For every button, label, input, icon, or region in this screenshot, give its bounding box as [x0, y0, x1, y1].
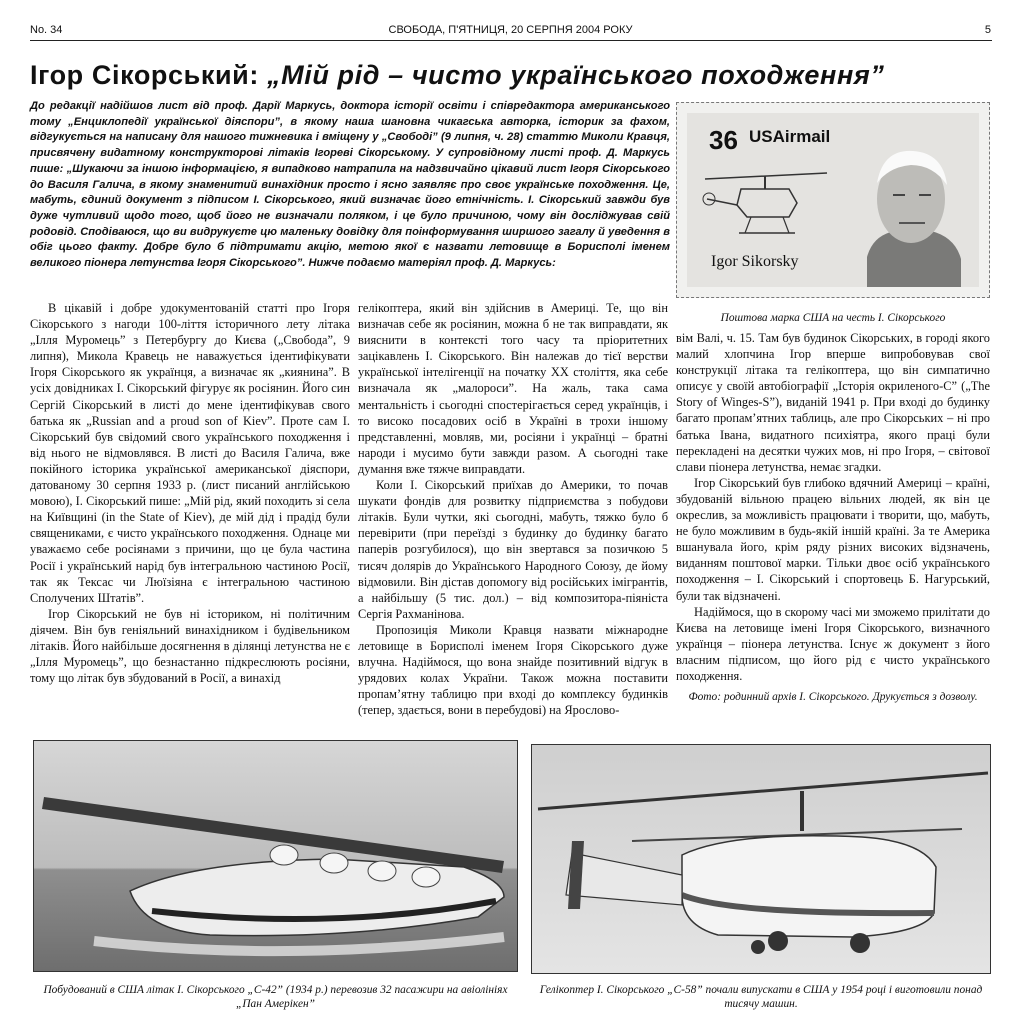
- stamp-portrait: [833, 139, 979, 287]
- col1-paragraph-1: В цікавій і добре удокументованій статті про Ігоря Сікорського з нагоди 100-ліття історичного лету літака „Ілля Муромець” з Петербургу до Києва („Свобода”, 9 липня), Микола Кравець не наважується ідентифікувати Ігоря Сікорського як українця, а визначає як „киянина”. В усіх довідниках І. Сікорський фігурує як росіянин. Його син Сергій Сікорський в листі до мене ідентифікував свого батька як „Russian and a proud son of Kiev”. Проте сам І. Сікорський був свідомий свого українського походження і від нього не відмовлявся. В листі до Василя Галича, вже покійного історика української американської діяспори, датованому 30 серпня 1933 р. (лист писаний англійською мовою), І. Сікорський пише: „Мій рід, який походить зі села на Київщині (in the State of Kiev), де мій дід і прадід були священиками, є чисто українського походження. Однаце ми уважаємо себе росіянами з причини, що це була частина Росії і український нарід був інтегральною частиною Росії, так як Тексас чи Люїзіяна є інтегральною частиною Сполучених Штатів”.: [30, 301, 350, 605]
- helicopter-drawing: [532, 745, 991, 974]
- title-quote: „Мій рід – чисто українського походження”: [267, 60, 885, 90]
- col2-paragraph-1: гелікоптера, який він здійснив в Америці. Те, що він визначав себе як росіянин, можна б не так виправдати, як вияснити в контексті того часу та пріоритетних зацікавлень І. Сікорського. Він належав до тієї верстви української інтелігенції на початку XX століття, яка себе визначала як „малороси”. На жаль, така сама ментальність і сьогодні спостерігається серед українців, і то високо посадових осіб в Україні в трохи іншому представленні, мовляв, ми, росіяни і українці – братні народи і мусимо бути завжди разом. А сьогодні таке думання вже тяжче виправдати.: [358, 301, 668, 476]
- photo-s42-flying-boat: [33, 740, 518, 972]
- flying-boat-drawing: [34, 741, 518, 972]
- photo-s58-helicopter: [531, 744, 991, 974]
- left-photo-caption: Побудований в США літак І. Сікорського „С-42” (1934 р.) перевозив 32 пасажири на авіолініях „Пан Амерікен”: [43, 984, 508, 1010]
- right-photo-caption: Гелікоптер І. Сікорського „С-58” почали випускати в США у 1954 році і виготовили понад тисячу машин.: [539, 984, 983, 1010]
- header-rule: [30, 40, 992, 41]
- column-2: [358, 300, 668, 718]
- column-1: [30, 300, 350, 686]
- stamp-helicopter-drawing: [701, 159, 831, 249]
- postage-stamp: [676, 102, 990, 298]
- col2-paragraph-3: Пропозиція Миколи Кравця назвати міжнародне летовище в Борисполі іменем Ігоря Сікорського дуже влучна. Надіймося, що вона знайде позитивний відгук в урядових колах України. Також можна поставити пропам’ятну таблицю при вході до комплексу будинків (тепер, здається, вони в перебудові) на Ярослово-: [358, 622, 668, 718]
- stamp-caption: Поштова марка США на честь І. Сікорського: [720, 312, 946, 324]
- col3-paragraph-2: Ігор Сікорський був глибоко вдячний Америці – країні, збудованій вільною працею вільних людей, як він це окреслив, за можливість працювати і творити, що, мабуть, не було можливим в будь-якій іншій країні. За те Америка вшанувала його, крім ряду різних високих відзначень, виданням поштової марки. Тільки двоє осіб українського походження – І. Сікорський і спортовець Б. Нагурський, були так відзначені.: [676, 475, 990, 603]
- stamp-value: 36: [709, 125, 738, 155]
- article-title: [30, 60, 992, 91]
- photo-credit: Фото: родинний архів І. Сікорського. Друкується з дозволу.: [688, 691, 978, 704]
- column-3: [676, 330, 990, 704]
- article-lead: До редакції надійшов лист від проф. Дарії Маркусь, доктора історії освіти і співредактора американського тому „Енциклопедії української діяспори”, в якому наша шановна чикагська авторка, історик за фахом, відгукується на написану для нашого тижневика і вміщену у „Свободі” (9 липня, ч. 28) статтю Миколи Кравця, присвячену видатному конструкторові літаків Ігореві Сікорському. У супровідному листі проф. Д. Маркусь пише: „Шукаючи за іншою інформацією, я випадково натрапила на надзвичайно цікавий лист Ігоря Сікорського до Василя Галича, в якому знаменитий винахідник просто і ясно заявляє про своє українське походження. Це, мабуть, єдиний документ з підписом І. Сікорського, який визначає його етнічність. І. Сікорський завжди був дуже чутливий щодо того, щоб його не визначали поляком, і це було причиною, чому він досліджував свій родовід. Сподіваюся, що ви видрукуєте цю маленьку довідку для поінформування ширшого загалу й уведення в обіг цього факту. Добре було б підтримати акцію, метою якої є назвати летовище в Борисполі іменем великого піонера летунства Ігоря Сікорського”. Нижче подаємо матеріял проф. Д. Маркусь:: [30, 100, 670, 270]
- stamp-name: Igor Sikorsky: [711, 253, 799, 270]
- title-name: Ігор Сікорський:: [30, 60, 268, 90]
- col3-paragraph-3: Надіймося, що в скорому часі ми зможемо прилітати до Києва на летовище імені Ігоря Сікорського, визначного українця – піонера летунства. Існує ж документ з його власним підписом, що його рід є чисто українського походження.: [676, 604, 990, 683]
- page-number: 5: [984, 24, 991, 36]
- col2-paragraph-2: Коли І. Сікорський приїхав до Америки, то почав шукати фондів для розвитку підприємства з побудови літаків. Були чутки, які сьогодні, мабуть, тяжко було б перевірити (при переїзді з будинку до будинку багато паперів розгубилося), що він звертався за позичкою 5 тисяч долярів до Українського Народного Союзу, де йому відмовили. Він дістав допомогу від російських імігрантів, а найбільшу (5 тис. дол.) – від композитора-піяніста Сергія Рахманінова.: [358, 478, 668, 621]
- stamp-label: USAirmail: [749, 127, 831, 146]
- col1-paragraph-2: Ігор Сікорський не був ні істориком, ні політичним діячем. Він був геніяльний винахідником і будівельником літаків. Його найбільше досягнення в ділянці летунства не є „Ілля Муромець”, що безнастанно підкреслюють росіяни, тому що літак був збудований в Росії, а винахід: [30, 606, 350, 686]
- masthead: СВОБОДА, П'ЯТНИЦЯ, 20 СЕРПНЯ 2004 РОКУ: [388, 24, 633, 36]
- col3-paragraph-1: вім Валі, ч. 15. Там був будинок Сікорських, в городі якого малий хлопчина Ігор вперше випробовував свої конструкції літака та гелікоптера, що він симпатично описує у своїй автобіографії „Історія окриленого-С” („The Story of Winges-S”), виданій 1941 р. При вході до будинку багато пропам’ятних таблиць, але про Сікорських – ні про батька Івана, видатного психіятра, якого праці були перекладені на десятки чужих мов, ні про Ігоря, – світової слави піонера летунства, немає згадки.: [676, 331, 990, 474]
- issue-number: No. 34: [30, 24, 63, 36]
